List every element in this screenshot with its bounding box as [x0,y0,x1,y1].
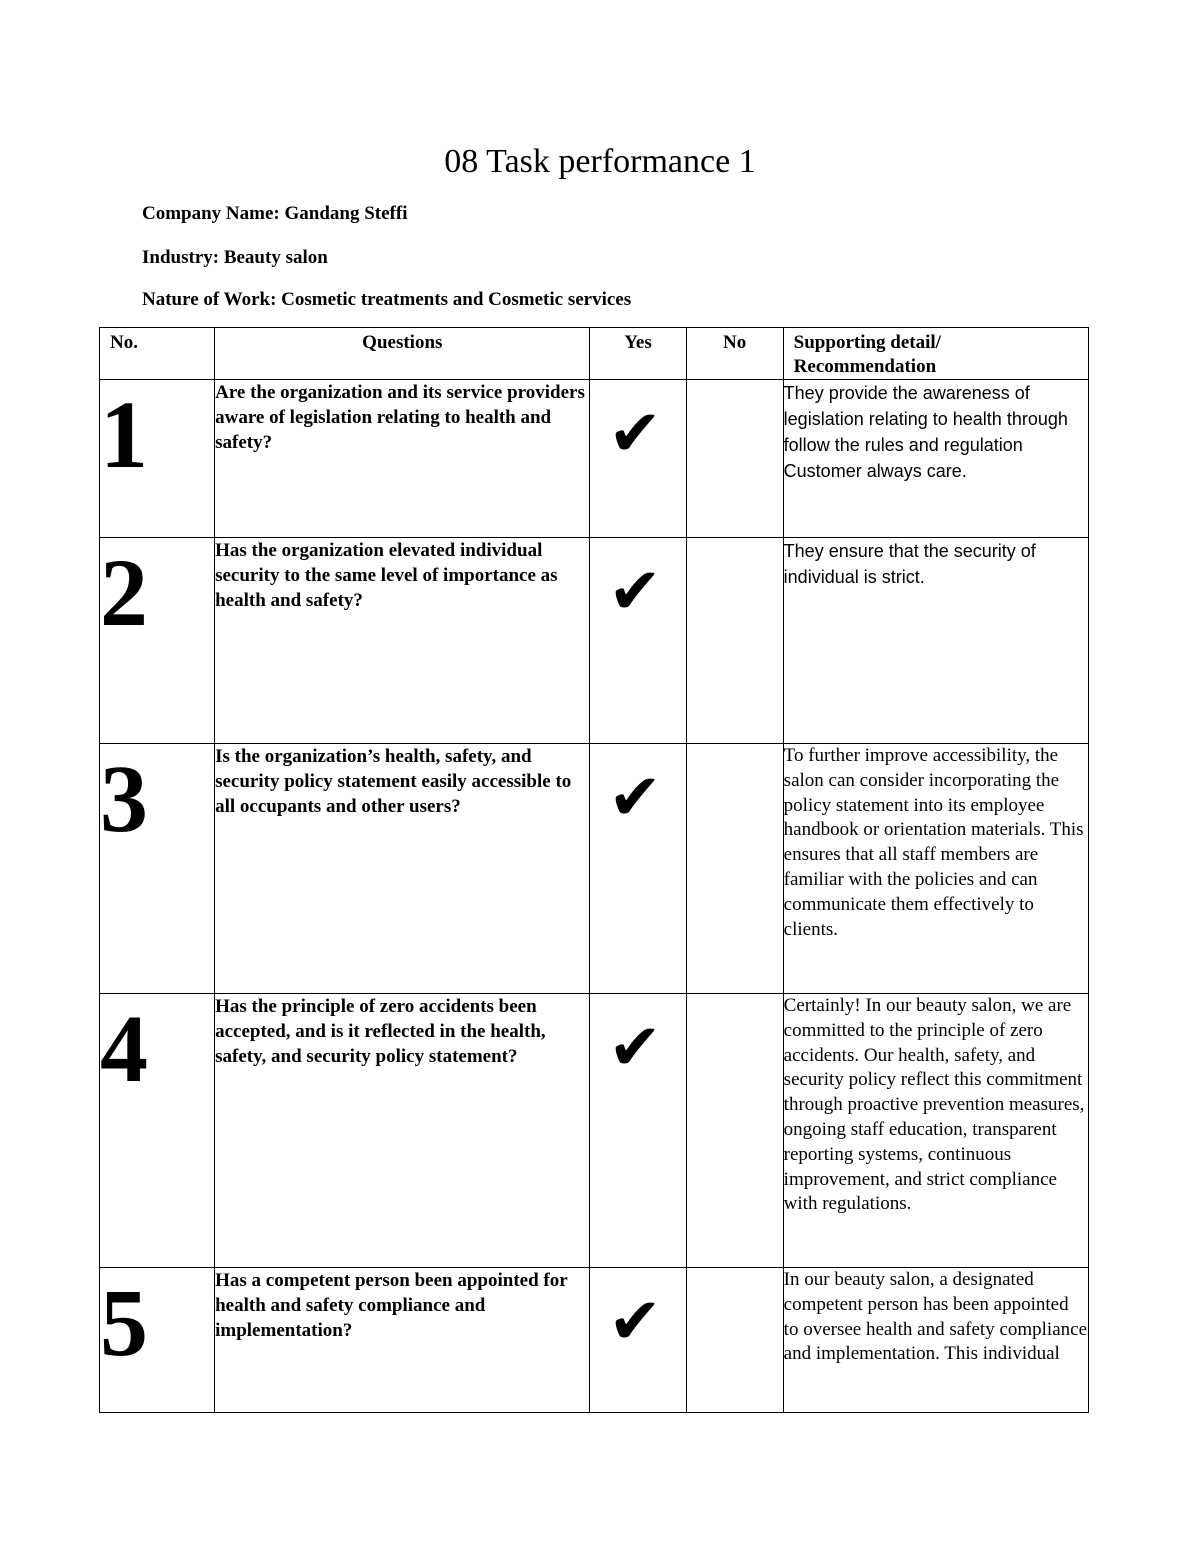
header-detail: Supporting detail/ Recommendation [783,328,1088,380]
row-detail: In our beauty salon, a designated competent person has been appointed to oversee health and safety compliance and implementation. This individual [783,1268,1088,1413]
header-no: No. [100,328,215,380]
row-detail: They ensure that the security of individual is strict. [783,538,1088,744]
checkmark-icon: ✔ [608,397,662,471]
row-question: Has a competent person been appointed for health and safety compliance and implementation? [215,1268,590,1413]
row-number: 3 [100,744,215,994]
checkmark-icon: ✔ [608,555,662,629]
table-row [100,380,1089,538]
header-yes: Yes [590,328,686,380]
row-question: Are the organization and its service providers aware of legislation relating to health and safety? [215,380,590,538]
row-yes-cell [590,994,686,1268]
nature-of-work: Nature of Work: Cosmetic treatments and Cosmetic services [142,289,632,310]
row-no-cell [686,744,783,994]
checkmark-icon: ✔ [608,1285,662,1359]
header-questions: Questions [215,328,590,380]
row-question: Is the organization’s health, safety, and security policy statement easily accessible to all occupants and other users? [215,744,590,994]
row-yes-cell [590,744,686,994]
row-detail: Certainly! In our beauty salon, we are committed to the principle of zero accidents. Our health, safety, and security policy reflect this commitment through proactive prevention measures, ongoing staff education, transparent reporting systems, continuous improvement, and strict compliance with regulations. [783,994,1088,1268]
table-row [100,994,1089,1268]
table-row [100,538,1089,744]
row-question: Has the principle of zero accidents been accepted, and is it reflected in the health, safety, and security policy statement? [215,994,590,1268]
row-yes-cell [590,380,686,538]
row-number: 1 [100,380,215,538]
table-header-row [100,328,1089,380]
table-row [100,1268,1089,1413]
row-question: Has the organization elevated individual security to the same level of importance as health and safety? [215,538,590,744]
company-name: Company Name: Gandang Steffi [142,203,408,224]
row-number: 4 [100,994,215,1268]
checkmark-icon: ✔ [608,1011,662,1085]
row-no-cell [686,538,783,744]
row-number: 2 [100,538,215,744]
row-yes-cell [590,1268,686,1413]
header-no-answer: No [686,328,783,380]
row-number: 5 [100,1268,215,1413]
row-no-cell [686,994,783,1268]
industry: Industry: Beauty salon [142,247,328,268]
checklist-table [99,327,1089,1413]
row-no-cell [686,1268,783,1413]
page-title: 08 Task performance 1 [444,143,756,180]
checkmark-icon: ✔ [608,761,662,835]
row-yes-cell [590,538,686,744]
row-detail: They provide the awareness of legislation relating to health through follow the rules and regulation Customer always care. [783,380,1088,538]
row-no-cell [686,380,783,538]
table-row [100,744,1089,994]
row-detail: To further improve accessibility, the salon can consider incorporating the policy statement into its employee handbook or orientation materials. This ensures that all staff members are familiar with the policies and can communicate them effectively to clients. [783,744,1088,994]
